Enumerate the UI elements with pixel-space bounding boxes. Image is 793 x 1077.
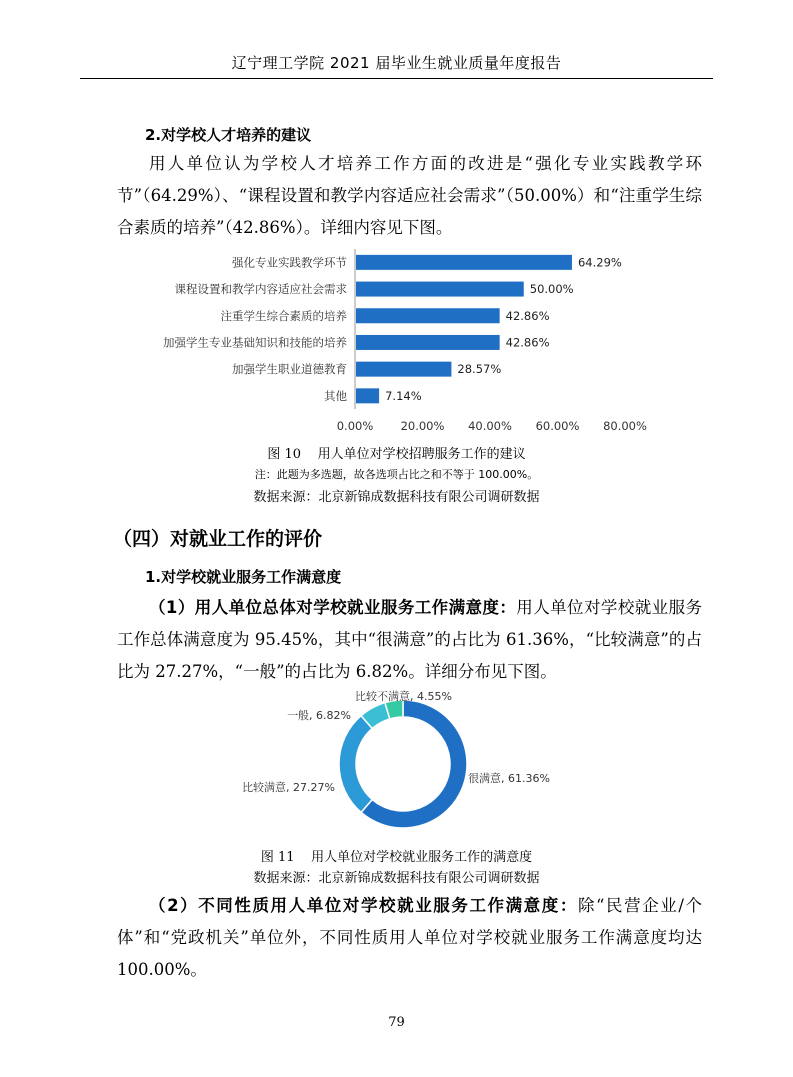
bar-category-label: 注重学生综合素质的培养 — [220, 308, 347, 323]
page-header: 辽宁理工学院 2021 届毕业生就业质量年度报告 — [231, 54, 562, 72]
bar — [356, 282, 524, 297]
donut-slice — [339, 716, 372, 813]
section-subhead-training: 2.对学校人才培养的建议 — [145, 126, 312, 144]
figure-11-number: 图 11 — [260, 850, 295, 865]
bar — [356, 308, 500, 323]
paragraph-unit-type-satisfaction — [117, 890, 702, 986]
bar-category-label: 强化专业实践教学环节 — [232, 255, 347, 270]
donut-slice-label: 比较不满意, 4.55% — [355, 690, 452, 703]
bar-value-label: 50.00% — [529, 282, 574, 297]
figure-10-note: 注：此题为多选题，故各选项占比之和不等于 100.00%。 — [254, 468, 539, 481]
bar — [356, 362, 451, 377]
figure-10-title: 用人单位对学校招聘服务工作的建议 — [317, 447, 526, 462]
donut-slice-label: 一般, 6.82% — [287, 709, 351, 722]
header-divider — [80, 78, 713, 79]
figure-10-number: 图 10 — [267, 447, 302, 462]
bar-chart — [0, 245, 793, 440]
bar-value-label: 42.86% — [505, 335, 550, 350]
section-heading-employment-evaluation: （四）对就业工作的评价 — [113, 528, 323, 550]
bar-value-label: 28.57% — [457, 362, 502, 377]
figure-11-caption — [0, 846, 793, 865]
bar-category-label: 加强学生专业基础知识和技能的培养 — [163, 335, 347, 350]
paragraph-unit-type-satisfaction-body: 除“民营企业/个体”和“党政机关”单位外，不同性质用人单位对学校就业服务工作满意度均达 100.00%。 — [117, 896, 702, 979]
bar-x-tick-label: 60.00% — [535, 419, 580, 433]
paragraph-training-suggestions: 用人单位认为学校人才培养工作方面的改进是“强化专业实践教学环节”（64.29%）、“课程设置和教学内容适应社会需求”（50.00%）和“注重学生综合素质的培养”（42.86%）。详细内容见下图。 — [117, 154, 702, 237]
bar-x-tick-label: 0.00% — [336, 419, 374, 433]
section-subhead-satisfaction: 1.对学校就业服务工作满意度 — [145, 568, 342, 586]
page-number: 79 — [388, 1015, 405, 1030]
bar — [356, 388, 379, 403]
paragraph-overall-satisfaction-lead: （1）用人单位总体对学校就业服务工作满意度： — [149, 598, 517, 617]
bar — [356, 255, 572, 270]
bar-category-label: 课程设置和教学内容适应社会需求 — [174, 282, 347, 297]
figure-10-source: 数据来源：北京新锦成数据科技有限公司调研数据 — [253, 490, 540, 505]
bar — [356, 335, 500, 350]
bar-x-tick-label: 80.00% — [603, 419, 647, 433]
bar-value-label: 64.29% — [577, 255, 622, 270]
paragraph-overall-satisfaction — [117, 592, 702, 688]
paragraph-overall-satisfaction-body: 用人单位对学校就业服务工作总体满意度为 95.45%，其中“很满意”的占比为 61.36%，“比较满意”的占比为 27.27%，“一般”的占比为 6.82%。详细分布见下图。 — [117, 598, 703, 681]
bar-x-tick-label: 40.00% — [468, 419, 512, 433]
bar-x-tick-label: 20.00% — [400, 419, 445, 433]
bar-value-label: 42.86% — [505, 308, 550, 323]
figure-10-caption — [0, 443, 793, 462]
bar-category-label: 其他 — [324, 388, 347, 403]
paragraph-unit-type-satisfaction-lead: （2）不同性质用人单位对学校就业服务工作满意度： — [149, 896, 578, 915]
donut-slice-label: 很满意, 61.36% — [468, 772, 550, 785]
donut-slice-label: 比较满意, 27.27% — [242, 781, 335, 794]
figure-11-source: 数据来源：北京新锦成数据科技有限公司调研数据 — [253, 871, 540, 886]
figure-11-title: 用人单位对学校就业服务工作的满意度 — [311, 850, 533, 865]
donut-chart — [0, 688, 793, 838]
bar-category-label: 加强学生职业道德教育 — [232, 362, 347, 377]
bar-value-label: 7.14% — [385, 388, 422, 403]
